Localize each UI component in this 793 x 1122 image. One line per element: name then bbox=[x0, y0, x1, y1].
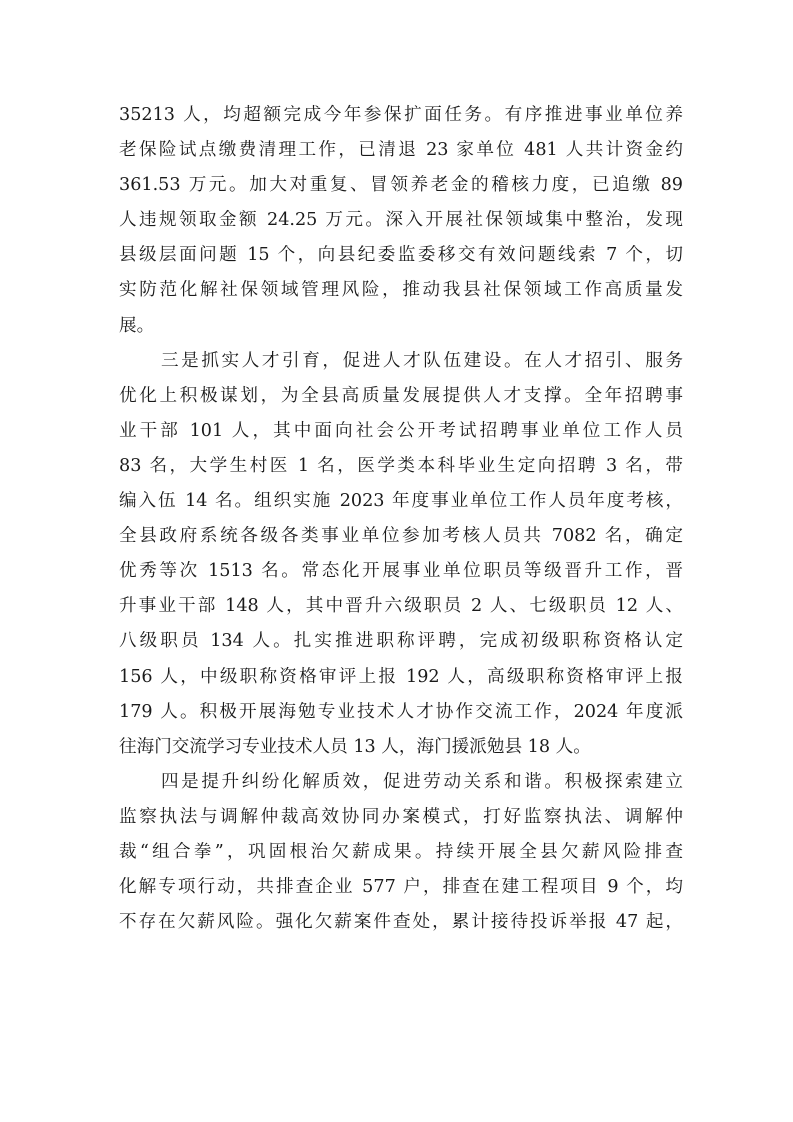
text-line: 83 名，大学生村医 1 名，医学类本科毕业生定向招聘 3 名，带 bbox=[119, 455, 683, 476]
paragraph-labor-disputes bbox=[119, 765, 683, 940]
text-line: 升事业干部 148 人，其中晋升六级职员 2 人、七级职员 12 人、 bbox=[119, 596, 683, 617]
text-line: 展。 bbox=[119, 315, 155, 336]
text-line: 179 人。积极开展海勉专业技术人才协作交流工作，2024 年度派 bbox=[119, 701, 683, 722]
text-line: 优秀等次 1513 名。常态化开展事业单位职员等级晋升工作，晋 bbox=[119, 561, 683, 582]
text-line: 往海门交流学习专业技术人员 13 人，海门援派勉县 18 人。 bbox=[119, 736, 591, 757]
text-line: 县级层面问题 15 个，向县纪委监委移交有效问题线索 7 个，切 bbox=[119, 245, 683, 266]
text-line: 编入伍 14 名。组织实施 2023 年度事业单位工作人员年度考核， bbox=[119, 491, 683, 512]
text-line: 156 人，中级职称资格审评上报 192 人，高级职称资格审评上报 bbox=[119, 666, 683, 687]
text-line: 化解专项行动，共排查企业 577 户，排查在建工程项目 9 个，均 bbox=[119, 877, 683, 898]
text-line: 三是抓实人才引育，促进人才队伍建设。在人才招引、服务 bbox=[161, 350, 683, 371]
text-line: 361.53 万元。加大对重复、冒领养老金的稽核力度，已追缴 89 bbox=[119, 175, 683, 196]
paragraph-talent bbox=[119, 344, 683, 765]
text-line: 裁“组合拳”，巩固根治欠薪成果。持续开展全县欠薪风险排查 bbox=[119, 841, 683, 862]
body-text bbox=[119, 98, 683, 940]
text-line: 人违规领取金额 24.25 万元。深入开展社保领域集中整治，发现 bbox=[119, 210, 683, 231]
text-line: 优化上积极谋划，为全县高质量发展提供人才支撑。全年招聘事 bbox=[119, 385, 683, 406]
text-line: 老保险试点缴费清理工作，已清退 23 家单位 481 人共计资金约 bbox=[119, 140, 683, 161]
text-line: 35213 人，均超额完成今年参保扩面任务。有序推进事业单位养 bbox=[119, 105, 683, 125]
text-line: 监察执法与调解仲裁高效协同办案模式，打好监察执法、调解仲 bbox=[119, 806, 683, 827]
text-line: 八级职员 134 人。扎实推进职称评聘，完成初级职称资格认定 bbox=[119, 631, 683, 652]
text-line: 四是提升纠纷化解质效，促进劳动关系和谐。积极探索建立 bbox=[161, 771, 683, 792]
text-line: 全县政府系统各级各类事业单位参加考核人员共 7082 名，确定 bbox=[119, 526, 683, 547]
text-line: 不存在欠薪风险。强化欠薪案件查处，累计接待投诉举报 47 起， bbox=[119, 912, 683, 933]
text-line: 实防范化解社保领域管理风险，推动我县社保领域工作高质量发 bbox=[119, 280, 683, 301]
paragraph-social-insurance bbox=[119, 98, 683, 344]
text-line: 业干部 101 人，其中面向社会公开考试招聘事业单位工作人员 bbox=[119, 420, 683, 441]
